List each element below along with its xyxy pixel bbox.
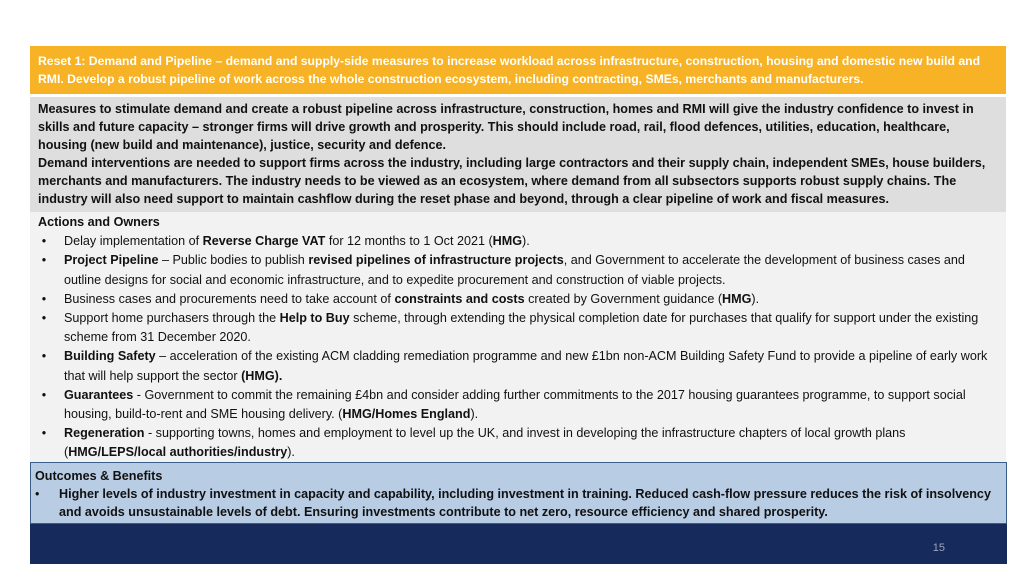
outcomes-item [35, 485, 1002, 521]
outcomes-title: Outcomes & Benefits [35, 469, 163, 483]
bullet-icon: • [41, 253, 47, 268]
action-item-regeneration: • Regeneration - supporting towns, homes and employment to level up the UK, and invest in developing the infrastructure chapters of local growth plans (HMG/LEPS/local authorities/industry). [38, 424, 998, 462]
demand-paragraph-1: Measures to stimulate demand and create a robust pipeline across infrastructure, construction, homes and RMI will give the industry confidence to invest in skills and future capacity – stronger firms will drive growth and prosperity. This should include road, rail, flood defences, utilities, education, healthcare, housing (new build and maintenance), justice, security and defence. [38, 102, 974, 152]
bullet-icon: • [41, 234, 47, 249]
bullet-icon: • [41, 291, 47, 306]
action-item-reverse-charge-vat: • Delay implementation of Reverse Charge VAT for 12 months to 1 Oct 2021 (HMG). [38, 232, 998, 251]
action-item-project-pipeline: • Project Pipeline – Public bodies to publish revised pipelines of infrastructure projects, and Government to accelerate the development of business cases and outline designs for social and economic infrastructure, and to expedite procurement and construction of viable projects. [38, 251, 998, 289]
reset-header-text: Reset 1: Demand and Pipeline – demand and supply-side measures to increase workload across infrastructure, construction, housing and domestic new build and RMI. Develop a robust pipeline of work across the whole construction ecosystem, including contracting, SMEs, merchants and manufacturers. [38, 54, 981, 86]
actions-section [30, 212, 1006, 462]
bullet-icon: • [41, 426, 47, 441]
action-item-building-safety: • Building Safety – acceleration of the existing ACM cladding remediation programme and new £1bn non-ACM Building Safety Fund to provide a pipeline of early work that will help support the sector (HMG). [38, 347, 998, 385]
demand-paragraph-2: Demand interventions are needed to support firms across the industry, including large contractors and their supply chain, independent SMEs, house builders, merchants and manufacturers. The industry needs to be viewed as an ecosystem, where demand from all subsectors supports robust supply chains. The industry will also need support to maintain cashflow during the reset phase and beyond, through a clear pipeline of work and fiscal measures. [38, 156, 986, 206]
reset-header [30, 46, 1006, 94]
action-item-business-cases: • Business cases and procurements need to take account of constraints and costs created by Government guidance (HMG). [38, 290, 998, 309]
bullet-icon: • [35, 487, 40, 501]
bullet-icon: • [41, 349, 47, 364]
action-item-help-to-buy: • Support home purchasers through the Help to Buy scheme, through extending the physical completion date for purchases that qualify for support under the existing scheme from 31 December 2020. [38, 309, 998, 347]
action-item-guarantees: • Guarantees - Government to commit the remaining £4bn and consider adding further commitments to the 2017 housing guarantees programme, to support social housing, build-to-rent and SME housing delivery. (HMG/Homes England). [38, 386, 998, 424]
footer-bar [30, 524, 1007, 564]
demand-section [30, 97, 1006, 212]
bullet-icon: • [41, 311, 47, 326]
outcomes-text: Higher levels of industry investment in capacity and capability, including investment in training. Reduced cash-flow pressure reduces the risk of insolvency and avoids unsustainable levels of debt. Ensuring investments contribute to net zero, resource efficiency and shared prosperity. [59, 487, 991, 519]
actions-title: Actions and Owners [38, 215, 160, 229]
page-number: 15 [932, 542, 945, 554]
bullet-icon: • [41, 387, 47, 402]
outcomes-section [30, 462, 1007, 524]
actions-list [38, 232, 998, 462]
